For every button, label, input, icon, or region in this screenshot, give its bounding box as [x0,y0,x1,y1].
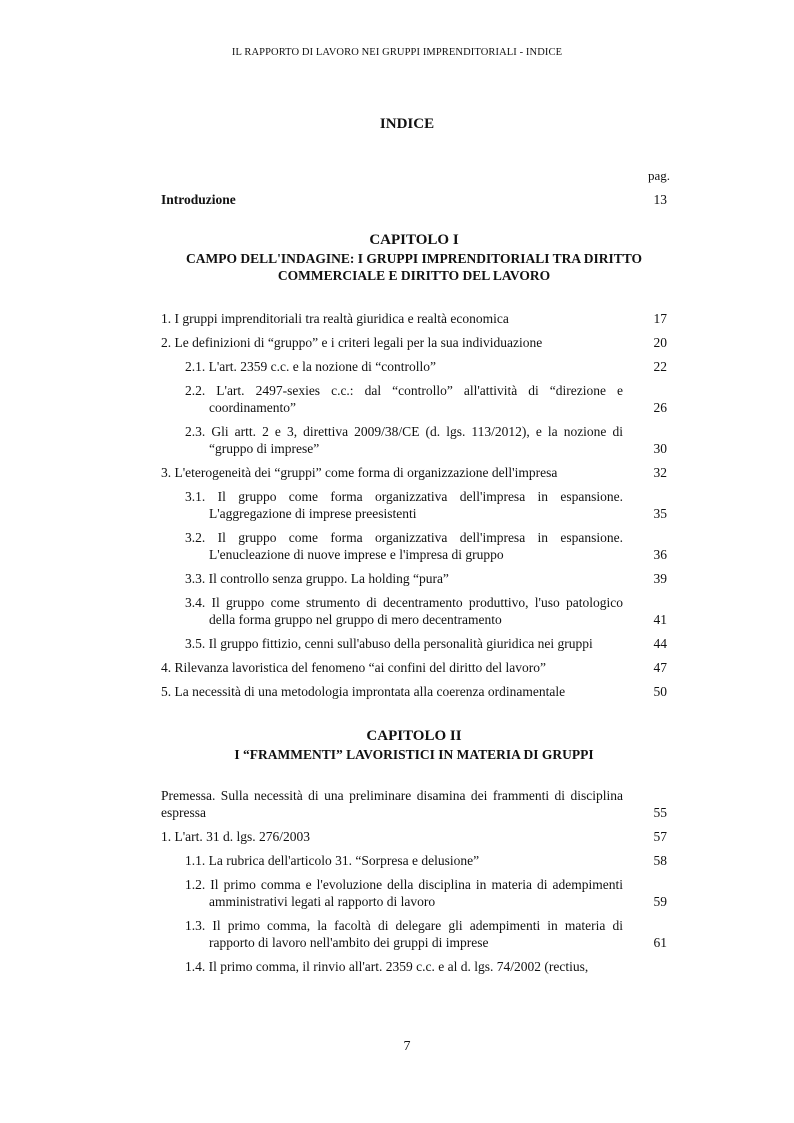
toc-entry[interactable] [161,876,667,910]
toc-entry-page: 20 [653,335,667,350]
toc-entry-text: Introduzione [161,192,236,207]
toc-entry-page: 58 [653,853,667,868]
toc-entry[interactable] [161,635,667,652]
chapter-1-title: CAMPO DELL'INDAGINE: I GRUPPI IMPRENDITORIALI TRA DIRITTO COMMERCIALE E DIRITTO DEL LAVORO [185,251,643,283]
toc-entry-text: 4. Rilevanza lavoristica del fenomeno “ai confini del diritto del lavoro” [161,660,546,675]
toc-entry[interactable] [161,488,667,522]
toc-entry[interactable] [161,310,667,327]
chapter-2-entries [161,787,667,975]
toc-entry-page: 26 [653,400,667,415]
toc-entry-page: 57 [653,829,667,844]
toc-entry-page: 32 [653,465,667,480]
toc-entry-text: 1.3. Il primo comma, la facoltà di delegare gli adempimenti in materia di rapporto di lavoro nell'ambito dei gruppi di imprese [185,918,623,950]
toc-entry-text: 1.4. Il primo comma, il rinvio all'art. 2359 c.c. e al d. lgs. 74/2002 (rectius, [185,959,589,974]
toc-entry-page: 36 [653,547,667,562]
toc-entry-page: 55 [653,805,667,820]
toc-entry-page: 39 [653,571,667,586]
toc-entry-text: 5. La necessità di una metodologia improntata alla coerenza ordinamentale [161,684,566,699]
toc-entry-page: 59 [653,894,667,909]
toc-entry-introduction[interactable] [161,191,667,208]
toc-entry-page: 47 [653,660,667,675]
toc-entry-text: 3.3. Il controllo senza gruppo. La holding “pura” [185,571,449,586]
toc-entry-page: 61 [653,935,667,950]
toc-entry[interactable] [161,423,667,457]
toc-entry-page: 41 [653,612,667,627]
toc-entry-page: 50 [653,684,667,699]
toc-entry-page: 13 [653,192,667,207]
toc-entry-page: 17 [653,311,667,326]
chapter-1-number: CAPITOLO I [369,232,459,248]
chapter-1-entries [161,310,667,700]
toc-entry[interactable] [161,382,667,416]
toc-entry-page: 44 [653,636,667,651]
running-header: IL RAPPORTO DI LAVORO NEI GRUPPI IMPRENDITORIALI - INDICE [231,47,563,58]
table-of-contents [161,191,667,982]
toc-entry-text: 1. L'art. 31 d. lgs. 276/2003 [161,829,311,844]
toc-entry[interactable] [161,358,667,375]
toc-entry[interactable] [161,958,667,975]
toc-entry-page: 22 [653,359,667,374]
toc-entry-page: 35 [653,506,667,521]
toc-entry[interactable] [161,917,667,951]
toc-entry-text: 2.1. L'art. 2359 c.c. e la nozione di “controllo” [185,359,436,374]
toc-entry[interactable] [161,787,667,821]
toc-entry[interactable] [161,464,667,481]
toc-entry-page: 30 [653,441,667,456]
page-column-label: pag. [647,168,670,183]
toc-entry[interactable] [161,852,667,869]
toc-entry-text: 3.1. Il gruppo come forma organizzativa dell'impresa in espansione. L'aggregazione di imprese preesistenti [185,489,623,521]
toc-entry-text: Premessa. Sulla necessità di una preliminare disamina dei frammenti di disciplina espressa [161,788,623,820]
toc-entry[interactable] [161,659,667,676]
toc-entry-text: 2. Le definizioni di “gruppo” e i criteri legali per la sua individuazione [161,335,543,350]
toc-entry-text: 3.4. Il gruppo come strumento di decentramento produttivo, l'uso patologico della forma gruppo nel gruppo di mero decentramento [185,595,623,627]
toc-entry-text: 2.2. L'art. 2497-sexies c.c.: dal “controllo” all'attività di “direzione e coordinamento” [185,383,623,415]
toc-entry-text: 3.2. Il gruppo come forma organizzativa dell'impresa in espansione. L'enucleazione di nuove imprese e l'impresa di gruppo [185,530,623,562]
toc-entry-text: 2.3. Gli artt. 2 e 3, direttiva 2009/38/CE (d. lgs. 113/2012), e la nozione di “gruppo di imprese” [185,424,623,456]
chapter-2-heading [161,728,667,763]
toc-entry[interactable] [161,594,667,628]
chapter-2-title: I “FRAMMENTI” LAVORISTICI IN MATERIA DI GRUPPI [234,747,594,762]
toc-entry[interactable] [161,529,667,563]
toc-entry-text: 3. L'eterogeneità dei “gruppi” come forma di organizzazione dell'impresa [161,465,558,480]
toc-entry[interactable] [161,828,667,845]
toc-entry-text: 1.2. Il primo comma e l'evoluzione della disciplina in materia di adempimenti amministrativi legati al rapporto di lavoro [185,877,623,909]
chapter-2-number: CAPITOLO II [366,728,462,744]
toc-entry-text: 3.5. Il gruppo fittizio, cenni sull'abuso della personalità giuridica nei gruppi [185,636,593,651]
page-title: INDICE [379,116,435,132]
toc-entry-text: 1. I gruppi imprenditoriali tra realtà giuridica e realtà economica [161,311,509,326]
toc-entry-text: 1.1. La rubrica dell'articolo 31. “Sorpresa e delusione” [185,853,480,868]
toc-entry[interactable] [161,570,667,587]
toc-entry[interactable] [161,334,667,351]
toc-entry[interactable] [161,683,667,700]
page-number: 7 [403,1039,411,1054]
chapter-1-heading [161,232,667,284]
